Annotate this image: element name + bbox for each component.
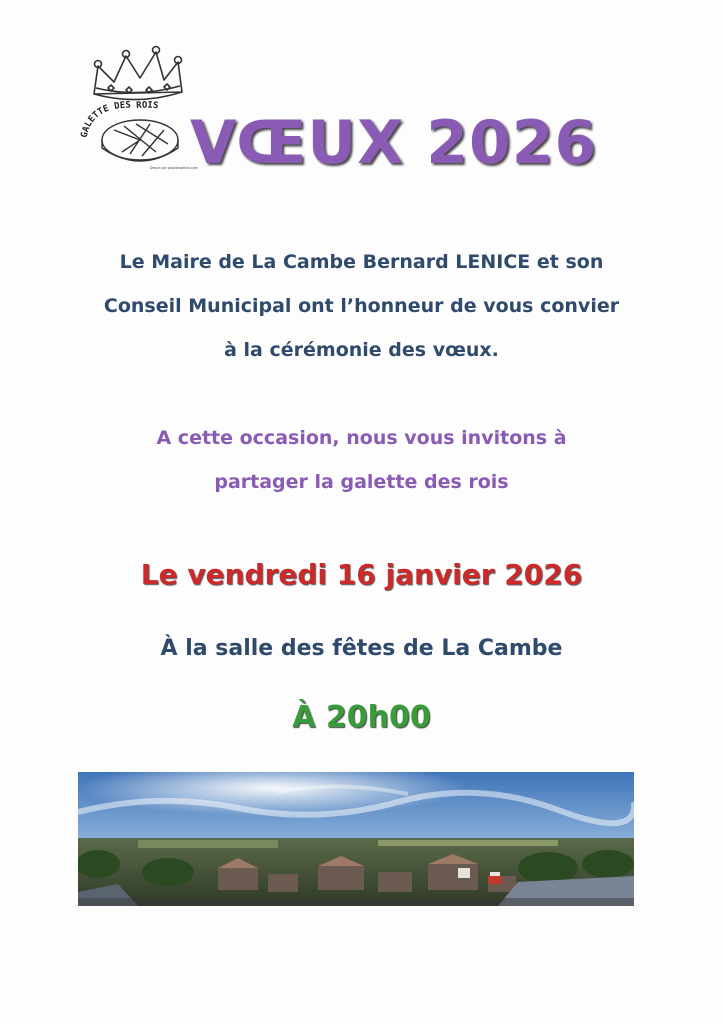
event-date: Le vendredi 16 janvier 2026 (140, 558, 583, 591)
event-time: À 20h00 (292, 700, 431, 735)
intro-line: Le Maire de La Cambe Bernard LENICE et son (119, 251, 604, 273)
galette-paragraph (40, 416, 683, 504)
logo-subtext: Dessin par papillonsetcie.com (150, 166, 198, 170)
event-venue: À la salle des fêtes de La Cambe (160, 636, 563, 661)
intro-paragraph (40, 240, 683, 372)
page-title: VŒUX 2026 (190, 108, 598, 178)
intro-line: à la cérémonie des vœux. (224, 339, 499, 361)
crown-icon (78, 44, 198, 174)
galette-des-rois-logo (78, 44, 198, 174)
logo-text: GALETTE DES ROIS (79, 100, 159, 139)
village-panorama-photo (78, 772, 634, 906)
galette-line: partager la galette des rois (214, 471, 509, 493)
galette-line: A cette occasion, nous vous invitons à (156, 427, 567, 449)
intro-line: Conseil Municipal ont l’honneur de vous convier (103, 295, 620, 317)
